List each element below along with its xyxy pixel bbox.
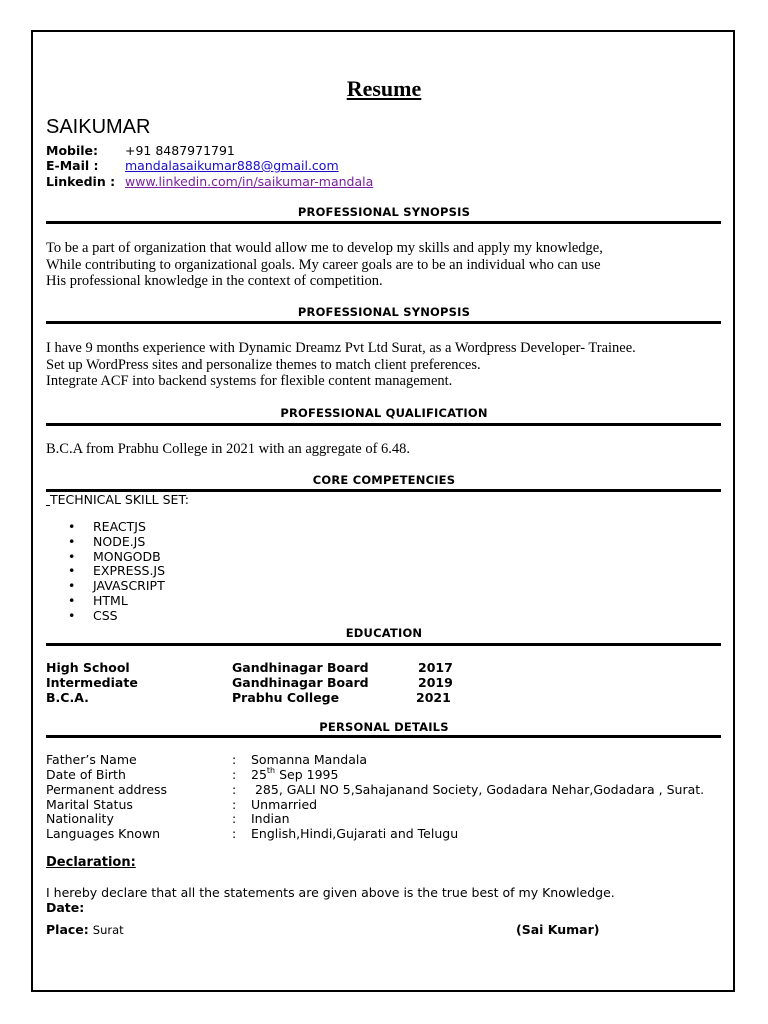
table-row <box>46 826 736 841</box>
detail-separator: : <box>232 767 237 782</box>
list-item: • CSS <box>68 609 165 624</box>
detail-value: Indian <box>251 811 290 826</box>
detail-label: Permanent address <box>46 782 168 797</box>
synopsis-line: His professional knowledge in the context of competition. <box>46 273 383 289</box>
email-label: E-Mail : <box>46 158 99 173</box>
synopsis-text <box>46 240 736 290</box>
linkedin-link[interactable]: www.linkedin.com/in/saikumar-mandala <box>125 174 374 189</box>
contact-mobile <box>46 143 235 158</box>
list-item: • MONGODB <box>68 550 165 565</box>
qualification-heading: PROFESSIONAL QUALIFICATION <box>280 406 488 420</box>
declaration-text: I hereby declare that all the statements are given above is the true best of my Knowledge. <box>46 885 615 900</box>
detail-value: 285, GALI NO 5,Sahajanand Society, Godadara Nehar,Godadara , Surat. <box>251 782 705 797</box>
edu-year: 2017 <box>418 660 453 675</box>
detail-value: English,Hindi,Gujarati and Telugu <box>251 826 459 841</box>
detail-label: Date of Birth <box>46 767 126 782</box>
skill-set-heading <box>46 492 189 507</box>
detail-label: Marital Status <box>46 797 133 812</box>
education-heading: EDUCATION <box>345 626 423 640</box>
skills-list <box>68 520 165 624</box>
detail-separator: : <box>232 797 237 812</box>
table-row <box>46 811 736 826</box>
edu-institution: Gandhinagar Board <box>232 660 369 675</box>
linkedin-label: Linkedin : <box>46 174 116 189</box>
experience-heading: PROFESSIONAL SYNOPSIS <box>297 305 471 319</box>
detail-label: Nationality <box>46 811 114 826</box>
qualification-text <box>46 441 736 458</box>
detail-value <box>251 767 338 782</box>
edu-level: B.C.A. <box>46 690 89 705</box>
declaration-heading: Declaration: <box>46 855 136 870</box>
section-rule <box>46 423 721 426</box>
list-item: • HTML <box>68 594 165 609</box>
edu-year: 2021 <box>416 690 451 705</box>
table-row <box>46 675 736 690</box>
detail-separator: : <box>232 752 237 767</box>
synopsis-heading: PROFESSIONAL SYNOPSIS <box>297 205 471 219</box>
edu-level: High School <box>46 660 130 675</box>
edu-institution: Gandhinagar Board <box>232 675 369 690</box>
experience-line: Integrate ACF into backend systems for flexible content management. <box>46 373 453 389</box>
table-row <box>46 660 736 675</box>
place-value: Surat <box>92 923 124 937</box>
detail-separator: : <box>232 782 237 797</box>
experience-line: I have 9 months experience with Dynamic Dreamz Pvt Ltd Surat, as a Wordpress Developer- Trainee. <box>46 340 636 356</box>
section-rule <box>46 643 721 646</box>
contact-email <box>46 158 339 173</box>
synopsis-line: While contributing to organizational goals. My career goals are to be an individual who can use <box>46 256 601 273</box>
table-row <box>46 782 736 797</box>
detail-label: Languages Known <box>46 826 161 841</box>
place-label: Place: <box>46 922 89 937</box>
email-link[interactable]: mandalasaikumar888@gmail.com <box>125 158 339 173</box>
dob-day: 25 <box>251 767 267 783</box>
detail-value: Unmarried <box>251 797 318 812</box>
candidate-name: SAIKUMAR <box>46 116 151 138</box>
competencies-heading: CORE COMPETENCIES <box>312 473 456 487</box>
dob-suffix: th <box>266 766 276 775</box>
list-item: • JAVASCRIPT <box>68 579 165 594</box>
detail-label: Father’s Name <box>46 752 137 767</box>
table-row <box>46 752 736 767</box>
experience-line: Set up WordPress sites and personalize themes to match client preferences. <box>46 356 481 373</box>
list-item: • REACTJS <box>68 520 165 535</box>
mobile-label: Mobile: <box>46 143 99 158</box>
edu-year: 2019 <box>418 675 453 690</box>
section-rule <box>46 221 721 224</box>
table-row <box>46 797 736 812</box>
detail-value: Somanna Mandala <box>251 752 367 767</box>
synopsis-line: To be a part of organization that would allow me to develop my skills and apply my knowledge, <box>46 240 603 256</box>
list-item: • EXPRESS.JS <box>68 564 165 579</box>
signature-name: (Sai Kumar) <box>516 922 600 937</box>
list-item: • NODE.JS <box>68 535 165 550</box>
detail-separator: : <box>232 811 237 826</box>
qualification-line: B.C.A from Prabhu College in 2021 with an aggregate of 6.48. <box>46 441 411 457</box>
contact-linkedin <box>46 174 373 189</box>
table-row <box>46 767 736 782</box>
edu-institution: Prabhu College <box>232 690 340 705</box>
skill-set-label: TECHNICAL SKILL SET: <box>49 492 189 507</box>
experience-text <box>46 340 736 390</box>
personal-heading: PERSONAL DETAILS <box>319 720 449 734</box>
detail-separator: : <box>232 826 237 841</box>
table-row <box>46 690 736 705</box>
date-label: Date: <box>46 900 85 915</box>
dob-rest: Sep 1995 <box>275 767 339 783</box>
section-rule <box>46 735 721 738</box>
place-row <box>46 922 124 937</box>
document-title: Resume <box>346 76 422 101</box>
section-rule <box>46 321 721 324</box>
edu-level: Intermediate <box>46 675 138 690</box>
mobile-value: +91 8487971791 <box>125 143 235 158</box>
